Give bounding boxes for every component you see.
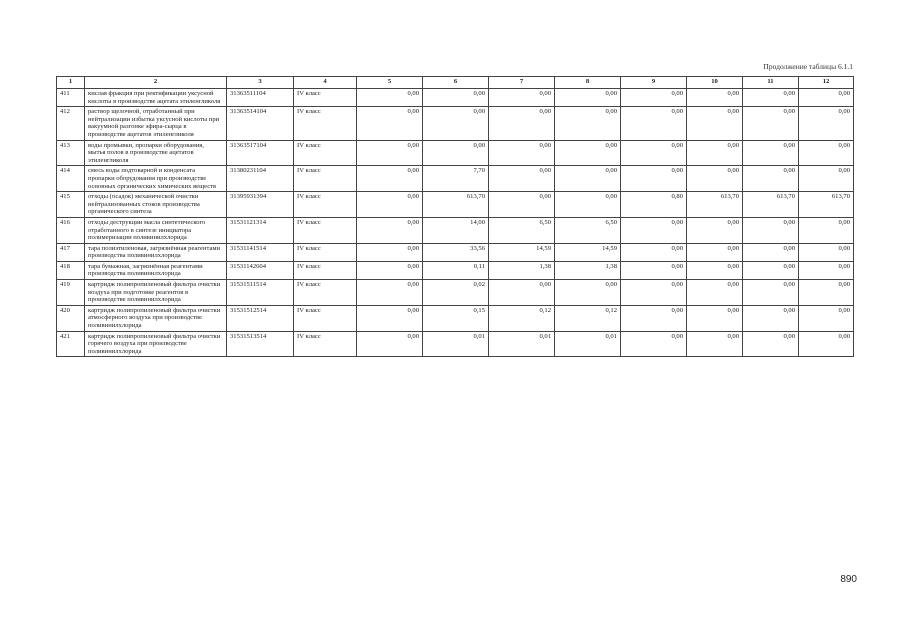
value-cell: 0,00 <box>799 305 854 331</box>
value-cell: 0,00 <box>423 140 489 166</box>
value-cell: 0,00 <box>489 166 555 192</box>
waste-code: 31380231104 <box>227 166 294 192</box>
row-number: 421 <box>57 331 85 357</box>
value-cell: 0,00 <box>555 140 621 166</box>
value-cell: 0,01 <box>423 331 489 357</box>
table-row <box>57 217 854 243</box>
column-header: 1 <box>57 77 85 89</box>
value-cell: 0,00 <box>621 331 687 357</box>
row-number: 420 <box>57 305 85 331</box>
waste-name: воды промывки, пропарки оборудования, мытья полов в производстве ацетатов этиленгликоля <box>85 140 227 166</box>
value-cell: 0,00 <box>799 280 854 306</box>
column-header: 11 <box>743 77 799 89</box>
value-cell: 0,00 <box>357 243 423 261</box>
value-cell: 0,00 <box>799 243 854 261</box>
row-number: 418 <box>57 261 85 279</box>
waste-name: тара бумажная, загрязнённая реагентами производства поливинилхлорида <box>85 261 227 279</box>
value-cell: 0,01 <box>489 331 555 357</box>
value-cell: 0,00 <box>743 166 799 192</box>
waste-name: отходы деструкции масла синтетического отработанного в синтезе инициатора полимеризации поливинилхлорида <box>85 217 227 243</box>
value-cell: 0,00 <box>357 331 423 357</box>
hazard-class: IV класс <box>294 305 357 331</box>
value-cell: 0,00 <box>555 107 621 140</box>
table-row <box>57 261 854 279</box>
hazard-class: IV класс <box>294 107 357 140</box>
column-header: 7 <box>489 77 555 89</box>
value-cell: 0,00 <box>489 107 555 140</box>
table-body <box>57 89 854 357</box>
value-cell: 0,00 <box>743 280 799 306</box>
header-row <box>57 77 854 89</box>
value-cell: 0,00 <box>687 89 743 107</box>
value-cell: 0,00 <box>357 140 423 166</box>
waste-name: картридж полипропиленовый фильтра очистки воздуха при подготовке реагентов в производстве поливинилхлорида <box>85 280 227 306</box>
row-number: 419 <box>57 280 85 306</box>
value-cell: 613,70 <box>799 192 854 218</box>
value-cell: 0,00 <box>621 280 687 306</box>
value-cell: 1,38 <box>555 261 621 279</box>
row-number: 411 <box>57 89 85 107</box>
hazard-class: IV класс <box>294 261 357 279</box>
row-number: 412 <box>57 107 85 140</box>
table-row <box>57 140 854 166</box>
value-cell: 0,00 <box>621 166 687 192</box>
hazard-class: IV класс <box>294 243 357 261</box>
value-cell: 0,00 <box>743 243 799 261</box>
waste-name: тара полиэтиленовая, загрязнённая реагентами производства поливинилхлорида <box>85 243 227 261</box>
value-cell: 0,12 <box>555 305 621 331</box>
value-cell: 0,00 <box>687 331 743 357</box>
value-cell: 613,70 <box>743 192 799 218</box>
row-number: 416 <box>57 217 85 243</box>
table-row <box>57 331 854 357</box>
value-cell: 0,12 <box>489 305 555 331</box>
value-cell: 0,00 <box>357 261 423 279</box>
value-cell: 0,00 <box>743 140 799 166</box>
waste-code: 31395931394 <box>227 192 294 218</box>
value-cell: 0,00 <box>687 166 743 192</box>
column-header: 6 <box>423 77 489 89</box>
value-cell: 0,00 <box>799 140 854 166</box>
table-row <box>57 280 854 306</box>
value-cell: 0,00 <box>621 89 687 107</box>
table-row <box>57 89 854 107</box>
table-row <box>57 166 854 192</box>
value-cell: 0,00 <box>687 243 743 261</box>
column-header: 10 <box>687 77 743 89</box>
waste-name: раствор щелочной, отработанный при нейтрализации избытка уксусной кислоты при вакуумной разгонке эфира-сырца в производстве ацетатов этиленгликоля <box>85 107 227 140</box>
value-cell: 0,00 <box>743 261 799 279</box>
column-header: 8 <box>555 77 621 89</box>
hazard-class: IV класс <box>294 331 357 357</box>
value-cell: 613,70 <box>423 192 489 218</box>
value-cell: 0,00 <box>799 331 854 357</box>
value-cell: 0,00 <box>743 89 799 107</box>
column-header: 12 <box>799 77 854 89</box>
value-cell: 0,80 <box>621 192 687 218</box>
hazard-class: IV класс <box>294 192 357 218</box>
value-cell: 0,00 <box>621 243 687 261</box>
value-cell: 0,00 <box>799 107 854 140</box>
column-header: 5 <box>357 77 423 89</box>
value-cell: 0,00 <box>687 217 743 243</box>
value-cell: 0,00 <box>555 89 621 107</box>
column-header: 9 <box>621 77 687 89</box>
value-cell: 0,00 <box>799 217 854 243</box>
value-cell: 0,00 <box>489 280 555 306</box>
value-cell: 0,00 <box>357 89 423 107</box>
page-number: 890 <box>840 574 857 585</box>
hazard-class: IV класс <box>294 166 357 192</box>
column-header: 3 <box>227 77 294 89</box>
value-cell: 0,01 <box>555 331 621 357</box>
value-cell: 0,00 <box>743 331 799 357</box>
value-cell: 0,00 <box>555 280 621 306</box>
value-cell: 0,00 <box>489 89 555 107</box>
value-cell: 0,00 <box>423 89 489 107</box>
value-cell: 0,00 <box>799 166 854 192</box>
table-row <box>57 305 854 331</box>
hazard-class: IV класс <box>294 140 357 166</box>
value-cell: 0,00 <box>357 192 423 218</box>
value-cell: 0,00 <box>687 107 743 140</box>
waste-name: отходы (осадок) механической очистки нейтрализованных стоков производства органического синтеза <box>85 192 227 218</box>
waste-table <box>56 76 854 357</box>
table-row <box>57 192 854 218</box>
value-cell: 0,00 <box>743 305 799 331</box>
value-cell: 0,00 <box>357 305 423 331</box>
hazard-class: IV класс <box>294 217 357 243</box>
value-cell: 0,00 <box>621 305 687 331</box>
value-cell: 0,00 <box>489 192 555 218</box>
waste-name: картридж полипропиленовый фильтра очистки атмосферного воздуха при производстве поливинилхлорида <box>85 305 227 331</box>
waste-code: 31531121314 <box>227 217 294 243</box>
value-cell: 0,00 <box>743 107 799 140</box>
waste-code: 31363514104 <box>227 107 294 140</box>
value-cell: 6,50 <box>489 217 555 243</box>
value-cell: 0,00 <box>621 217 687 243</box>
value-cell: 14,00 <box>423 217 489 243</box>
table-row <box>57 243 854 261</box>
value-cell: 0,00 <box>687 140 743 166</box>
value-cell: 0,00 <box>687 280 743 306</box>
value-cell: 14,59 <box>489 243 555 261</box>
waste-name: картридж полипропиленовый фильтра очистки горячего воздуха при производстве поливинилхлорида <box>85 331 227 357</box>
value-cell: 0,00 <box>799 89 854 107</box>
value-cell: 7,70 <box>423 166 489 192</box>
value-cell: 0,00 <box>489 140 555 166</box>
waste-code: 31531142604 <box>227 261 294 279</box>
waste-code: 31363517104 <box>227 140 294 166</box>
value-cell: 0,15 <box>423 305 489 331</box>
value-cell: 0,00 <box>621 140 687 166</box>
value-cell: 14,59 <box>555 243 621 261</box>
table-row <box>57 107 854 140</box>
waste-name: кислая фракция при ректификации уксусной кислоты в производстве ацетата этиленгликоля <box>85 89 227 107</box>
value-cell: 0,00 <box>357 217 423 243</box>
value-cell: 0,00 <box>743 217 799 243</box>
table-caption: Продолжение таблицы 6.1.1 <box>763 62 853 71</box>
value-cell: 0,02 <box>423 280 489 306</box>
value-cell: 0,00 <box>687 305 743 331</box>
value-cell: 1,38 <box>489 261 555 279</box>
waste-code: 31363511104 <box>227 89 294 107</box>
value-cell: 0,00 <box>621 107 687 140</box>
row-number: 413 <box>57 140 85 166</box>
value-cell: 0,00 <box>357 107 423 140</box>
hazard-class: IV класс <box>294 89 357 107</box>
value-cell: 33,56 <box>423 243 489 261</box>
value-cell: 6,50 <box>555 217 621 243</box>
value-cell: 0,00 <box>555 166 621 192</box>
value-cell: 0,00 <box>687 261 743 279</box>
column-header: 2 <box>85 77 227 89</box>
value-cell: 0,00 <box>555 192 621 218</box>
waste-name: смесь воды подтоварной и конденсата пропарки оборудования при производстве основных органических химических веществ <box>85 166 227 192</box>
column-header: 4 <box>294 77 357 89</box>
value-cell: 0,00 <box>423 107 489 140</box>
value-cell: 0,00 <box>621 261 687 279</box>
value-cell: 0,11 <box>423 261 489 279</box>
waste-code: 31531141514 <box>227 243 294 261</box>
waste-code: 31531511514 <box>227 280 294 306</box>
value-cell: 0,00 <box>799 261 854 279</box>
waste-code: 31531512514 <box>227 305 294 331</box>
row-number: 415 <box>57 192 85 218</box>
value-cell: 0,00 <box>357 166 423 192</box>
row-number: 414 <box>57 166 85 192</box>
row-number: 417 <box>57 243 85 261</box>
waste-code: 31531513514 <box>227 331 294 357</box>
value-cell: 0,00 <box>357 280 423 306</box>
hazard-class: IV класс <box>294 280 357 306</box>
value-cell: 613,70 <box>687 192 743 218</box>
